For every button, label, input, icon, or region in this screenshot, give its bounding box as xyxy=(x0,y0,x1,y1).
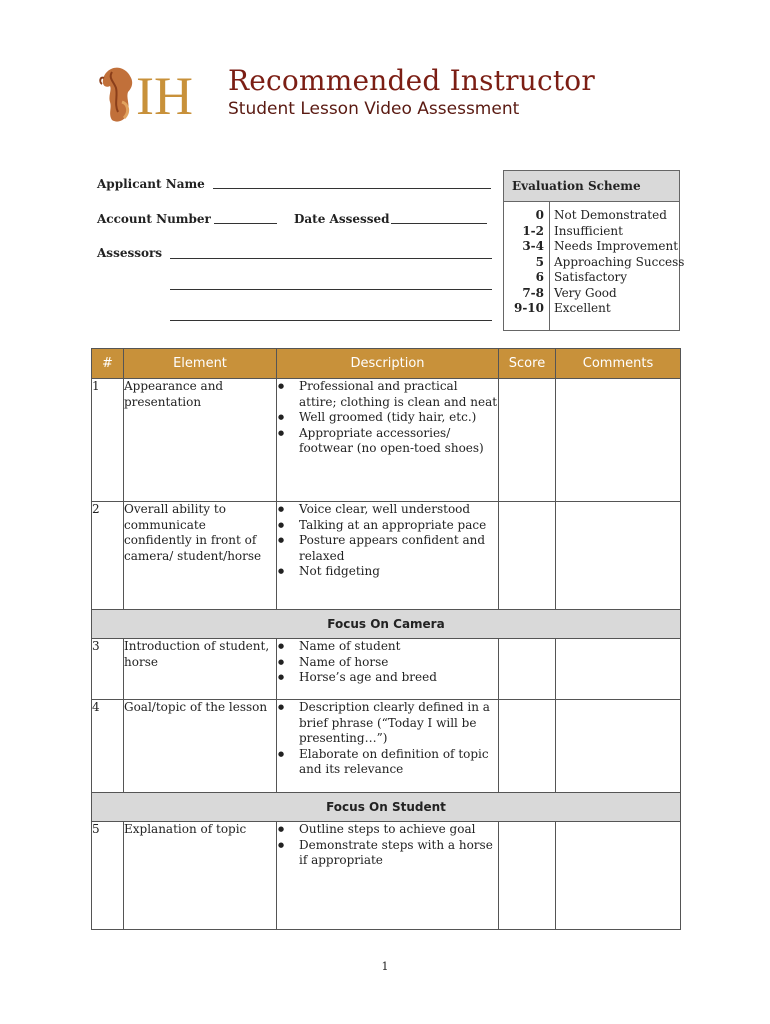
account-number-field[interactable] xyxy=(214,223,277,224)
svg-text:IH: IH xyxy=(136,66,193,126)
row-description xyxy=(277,639,499,700)
account-number-label: Account Number xyxy=(97,212,211,226)
scheme-label: Not Demonstrated xyxy=(554,208,667,222)
evaluation-scheme-title: Evaluation Scheme xyxy=(504,171,679,202)
assessment-table xyxy=(91,348,681,930)
row-number: 5 xyxy=(92,822,124,930)
list-item: ● Well groomed (tidy hair, etc.) xyxy=(299,410,498,426)
scheme-labels xyxy=(554,208,684,317)
comments-cell[interactable] xyxy=(556,822,681,930)
header-description: Description xyxy=(277,349,499,379)
assessor-field-1[interactable] xyxy=(170,258,492,259)
header-element: Element xyxy=(124,349,277,379)
scheme-score: 9-10 xyxy=(513,301,544,315)
score-cell[interactable] xyxy=(499,822,556,930)
row-element: Goal/topic of the lesson xyxy=(124,700,277,793)
list-item: ● Description clearly defined in a brief phrase (“Today I will be presenting…”) xyxy=(299,700,498,747)
date-assessed-label: Date Assessed xyxy=(294,212,390,226)
scheme-score: 6 xyxy=(535,270,544,284)
row-description xyxy=(277,379,499,502)
row-description xyxy=(277,822,499,930)
table-row xyxy=(92,379,681,502)
assessors-label: Assessors xyxy=(97,246,163,260)
comments-cell[interactable] xyxy=(556,639,681,700)
header-score: Score xyxy=(499,349,556,379)
row-element: Appearance and presentation xyxy=(124,379,277,502)
section-row xyxy=(92,610,681,639)
list-item: ● Outline steps to achieve goal xyxy=(299,822,498,838)
applicant-name-field[interactable] xyxy=(213,188,491,189)
score-cell[interactable] xyxy=(499,379,556,502)
scheme-scores xyxy=(504,208,544,317)
row-element: Overall ability to communicate confidently in front of camera/ student/horse xyxy=(124,502,277,610)
scheme-label: Approaching Success xyxy=(554,254,685,269)
scheme-score: 0 xyxy=(535,208,544,222)
scheme-label: Needs Improvement xyxy=(554,239,679,253)
applicant-name-label: Applicant Name xyxy=(97,177,205,191)
row-element: Introduction of student, horse xyxy=(124,639,277,700)
list-item: ● Professional and practical attire; clothing is clean and neat xyxy=(299,379,498,410)
row-number: 2 xyxy=(92,502,124,610)
list-item: ● Demonstrate steps with a horse if appropriate xyxy=(299,838,498,869)
list-item: ● Name of student xyxy=(299,639,498,655)
comments-cell[interactable] xyxy=(556,502,681,610)
row-number: 4 xyxy=(92,700,124,793)
assessor-field-2[interactable] xyxy=(170,289,492,290)
row-description xyxy=(277,502,499,610)
assessor-field-3[interactable] xyxy=(170,320,492,321)
list-item: ● Appropriate accessories/ footwear (no open-toed shoes) xyxy=(299,426,498,457)
page-number: 1 xyxy=(381,960,389,973)
table-row xyxy=(92,822,681,930)
header-number: # xyxy=(92,349,124,379)
comments-cell[interactable] xyxy=(556,700,681,793)
evaluation-scheme xyxy=(503,170,685,331)
row-number: 1 xyxy=(92,379,124,502)
scheme-label: Very Good xyxy=(554,285,617,300)
list-item: ● Voice clear, well understood xyxy=(299,502,498,518)
row-description xyxy=(277,700,499,793)
list-item: ● Not fidgeting xyxy=(299,564,498,580)
scheme-label: Excellent xyxy=(554,301,611,315)
score-cell[interactable] xyxy=(499,700,556,793)
scheme-label: Satisfactory xyxy=(554,270,628,284)
list-item: ● Elaborate on definition of topic and its relevance xyxy=(299,747,498,778)
scheme-score: 7-8 xyxy=(522,285,544,300)
scheme-score: 5 xyxy=(535,254,544,269)
comments-cell[interactable] xyxy=(556,379,681,502)
list-item: ● Talking at an appropriate pace xyxy=(299,518,498,534)
section-row xyxy=(92,793,681,822)
row-number: 3 xyxy=(92,639,124,700)
table-header-row xyxy=(92,349,681,379)
page-subtitle: Student Lesson Video Assessment xyxy=(228,99,520,119)
table-row xyxy=(92,700,681,793)
scheme-score: 3-4 xyxy=(522,239,544,253)
horse-logo-icon xyxy=(98,62,208,126)
list-item: ● Horse’s age and breed xyxy=(299,670,498,686)
scheme-score: 1-2 xyxy=(522,223,544,238)
list-item: ● Posture appears confident and relaxed xyxy=(299,533,498,564)
scheme-label: Insufficient xyxy=(554,223,623,238)
section-focus-on-camera: Focus On Camera xyxy=(92,610,681,639)
header-comments: Comments xyxy=(556,349,681,379)
section-focus-on-student: Focus On Student xyxy=(92,793,681,822)
list-item: ● Name of horse xyxy=(299,655,498,671)
table-row xyxy=(92,502,681,610)
table-row xyxy=(92,639,681,700)
row-element: Explanation of topic xyxy=(124,822,277,930)
page-title: Recommended Instructor xyxy=(228,64,595,97)
scheme-divider xyxy=(549,202,550,330)
date-assessed-field[interactable] xyxy=(391,223,487,224)
score-cell[interactable] xyxy=(499,502,556,610)
score-cell[interactable] xyxy=(499,639,556,700)
